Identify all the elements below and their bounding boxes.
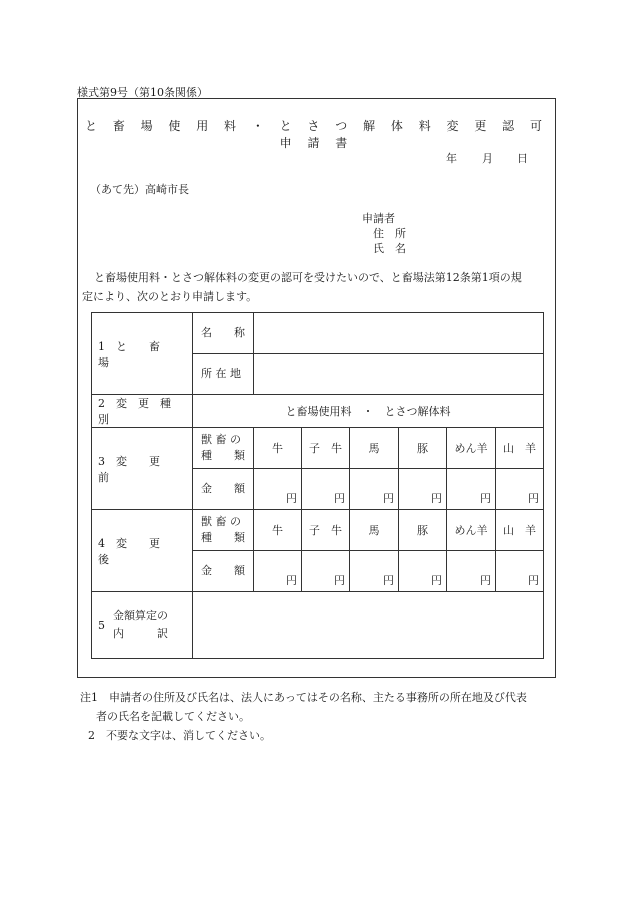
amount-field[interactable]: 円 bbox=[302, 469, 350, 510]
amount-field[interactable]: 円 bbox=[254, 469, 302, 510]
facility-location-label: 所 在 地 bbox=[193, 354, 254, 395]
intro-text bbox=[82, 268, 552, 306]
amount-field[interactable]: 円 bbox=[399, 469, 447, 510]
calculation-breakdown-label-line-2: 内 訳 bbox=[113, 627, 168, 640]
application-table bbox=[91, 312, 544, 659]
amount-field[interactable]: 円 bbox=[350, 551, 399, 592]
animal-goat: 山 羊 bbox=[496, 510, 544, 551]
amount-field[interactable]: 円 bbox=[447, 469, 496, 510]
calculation-breakdown-label-line-1: 金額算定の bbox=[113, 609, 168, 622]
amount-label: 金 額 bbox=[193, 551, 254, 592]
animal-sheep: めん羊 bbox=[447, 510, 496, 551]
calculation-breakdown-number: 5 bbox=[98, 618, 105, 632]
amount-label: 金 額 bbox=[193, 469, 254, 510]
livestock-type-label bbox=[193, 428, 254, 469]
animal-calf: 子 牛 bbox=[302, 510, 350, 551]
form-number: 様式第9号（第10条関係） bbox=[77, 86, 208, 99]
addressee: （あて先）高崎市長 bbox=[90, 183, 189, 196]
applicant-address-label: 住 所 bbox=[373, 227, 406, 240]
applicant-heading: 申請者 bbox=[362, 212, 395, 225]
animal-sheep: めん羊 bbox=[447, 428, 496, 469]
calculation-breakdown-field[interactable] bbox=[193, 592, 544, 659]
note-2: 2 不要な文字は、消してください。 bbox=[88, 729, 271, 742]
facility-location-field[interactable] bbox=[254, 354, 544, 395]
animal-cattle: 牛 bbox=[254, 510, 302, 551]
notes bbox=[80, 688, 527, 745]
amount-field[interactable]: 円 bbox=[302, 551, 350, 592]
animal-cattle: 牛 bbox=[254, 428, 302, 469]
amount-field[interactable]: 円 bbox=[447, 551, 496, 592]
date-day: 日 bbox=[517, 152, 528, 165]
livestock-type-label-line-1: 獣 畜 の bbox=[201, 515, 241, 528]
animal-pig: 豚 bbox=[399, 428, 447, 469]
amount-field[interactable]: 円 bbox=[254, 551, 302, 592]
animal-horse: 馬 bbox=[350, 428, 399, 469]
livestock-type-label-line-2: 種 類 bbox=[201, 531, 245, 544]
date-year: 年 bbox=[446, 152, 457, 165]
form-title: と 畜 場 使 用 料 ・ と さ つ 解 体 料 変 更 認 可 申 請 書 bbox=[84, 119, 549, 150]
change-type-value[interactable]: と畜場使用料 ・ とさつ解体料 bbox=[193, 395, 544, 428]
calculation-breakdown-label bbox=[92, 592, 193, 659]
amount-field[interactable]: 円 bbox=[496, 469, 544, 510]
animal-pig: 豚 bbox=[399, 510, 447, 551]
date-month: 月 bbox=[482, 152, 493, 165]
animal-goat: 山 羊 bbox=[496, 428, 544, 469]
intro-line-2: 定により、次のとおり申請します。 bbox=[82, 290, 258, 303]
intro-line-1: と畜場使用料・とさつ解体料の変更の認可を受けたいので、と畜場法第12条第1項の規 bbox=[94, 271, 522, 284]
facility-name-field[interactable] bbox=[254, 313, 544, 354]
note-1-line-2: 者の氏名を記載してください。 bbox=[96, 710, 250, 723]
note-1-line-1: 注1 申請者の住所及び氏名は、法人にあってはその名称、主たる事務所の所在地及び代表 bbox=[80, 691, 527, 704]
animal-horse: 馬 bbox=[350, 510, 399, 551]
facility-name-label: 名 称 bbox=[193, 313, 254, 354]
facility-label: 1 と 畜 場 bbox=[92, 313, 193, 395]
before-change-label: 3 変 更 前 bbox=[92, 428, 193, 510]
applicant-name-label: 氏 名 bbox=[373, 242, 406, 255]
livestock-type-label-line-2: 種 類 bbox=[201, 449, 245, 462]
change-type-label: 2 変 更 種 別 bbox=[92, 395, 193, 428]
animal-calf: 子 牛 bbox=[302, 428, 350, 469]
amount-field[interactable]: 円 bbox=[496, 551, 544, 592]
after-change-label: 4 変 更 後 bbox=[92, 510, 193, 592]
amount-field[interactable]: 円 bbox=[399, 551, 447, 592]
livestock-type-label-line-1: 獣 畜 の bbox=[201, 433, 241, 446]
livestock-type-label bbox=[193, 510, 254, 551]
amount-field[interactable]: 円 bbox=[350, 469, 399, 510]
